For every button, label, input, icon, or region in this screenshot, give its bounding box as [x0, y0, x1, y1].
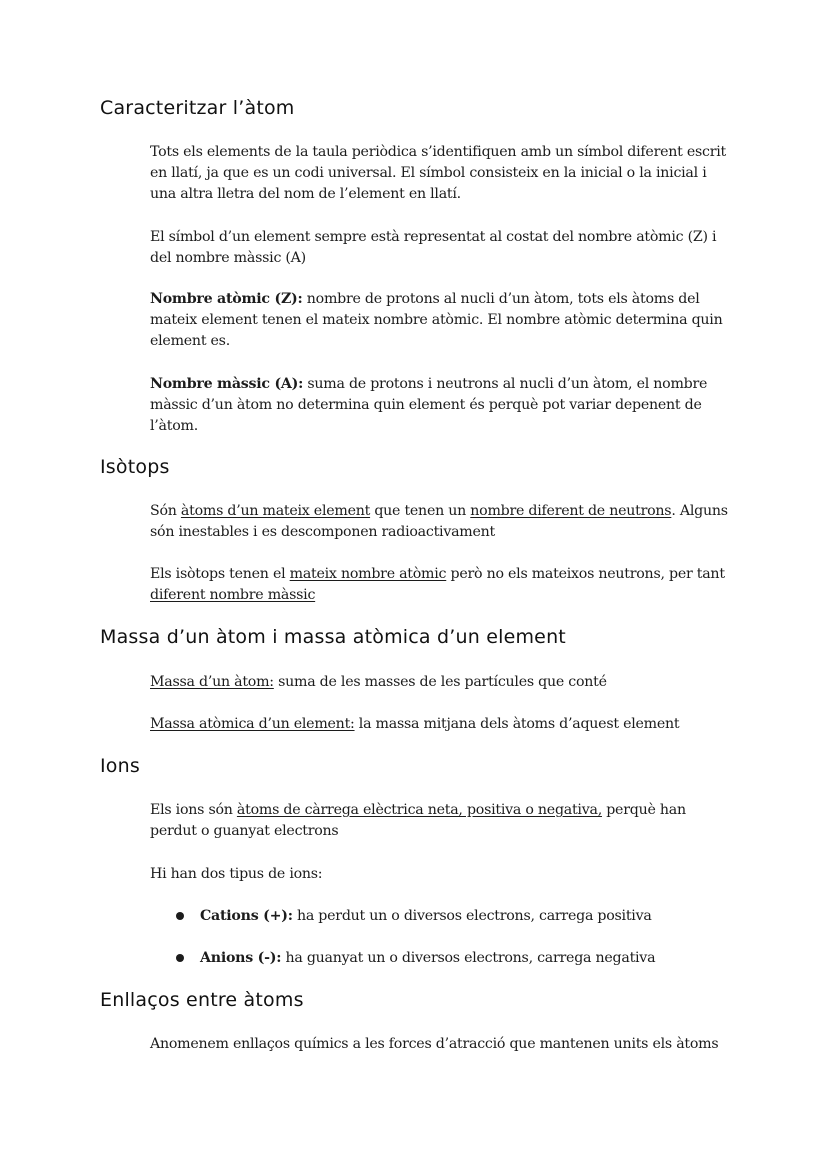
- text-fragment: Són: [150, 503, 181, 519]
- heading-caracteritzar-atom: Caracteritzar l’àtom: [100, 97, 295, 119]
- atomic-number-label: Nombre atòmic (Z):: [150, 291, 303, 307]
- text-fragment: Els ions són: [150, 802, 237, 818]
- heading-enllacos: Enllaços entre àtoms: [100, 989, 304, 1011]
- paragraph-ions-types: Hi han dos tipus de ions:: [150, 866, 323, 882]
- heading-massa: Massa d’un àtom i massa atòmica d’un element: [100, 626, 566, 648]
- paragraph-mass-number: [150, 374, 735, 437]
- text-fragment: que tenen un: [370, 503, 471, 519]
- underlined-text: mateix nombre atòmic: [289, 566, 447, 582]
- underlined-text: àtoms de càrrega elèctrica neta, positiva o negativa,: [236, 802, 602, 818]
- paragraph-isotops-definition: [150, 501, 735, 543]
- anions-label: Anions (-):: [200, 950, 282, 966]
- cations-label: Cations (+):: [200, 908, 293, 924]
- cations-text: ha perdut un o diversos electrons, carrega positiva: [292, 908, 652, 924]
- text-fragment: però no els mateixos neutrons, per tant: [446, 566, 725, 582]
- paragraph-symbol-representation: El símbol d’un element sempre està representat al costat del nombre atòmic (Z) i del nombre màssic (A): [150, 229, 717, 266]
- underlined-text: àtoms d’un mateix element: [180, 503, 371, 519]
- paragraph-enllacos-definition: Anomenem enllaços químics a les forces d’atracció que mantenen units els àtoms: [150, 1036, 719, 1052]
- mass-number-text: suma de protons i neutrons al nucli d’un àtom, el nombre màssic d’un àtom no determina quin element és perquè pot variar depenent de l’àtom.: [150, 376, 708, 434]
- paragraph-massa-atom: [150, 672, 735, 693]
- underlined-text: diferent nombre màssic: [150, 587, 316, 603]
- text-fragment: perquè han perdut o guanyat electrons: [150, 802, 686, 839]
- list-item-anions: [200, 948, 655, 969]
- underlined-text: Massa d’un àtom:: [150, 674, 274, 690]
- heading-isotops: Isòtops: [100, 456, 170, 478]
- atomic-number-text: nombre de protons al nucli d’un àtom, tots els àtoms del mateix element tenen el mateix nombre atòmic. El nombre atòmic determina quin element es.: [150, 291, 723, 349]
- paragraph-symbol-description: Tots els elements de la taula periòdica s’identifiquen amb un símbol diferent escrit en llatí, ja que es un codi universal. El símbol consisteix en la inicial o la inicial i una altra lletra del nom de l’element en llatí.: [150, 144, 726, 202]
- text-fragment: la massa mitjana dels àtoms d’aquest element: [354, 716, 680, 732]
- paragraph-isotops-properties: [150, 564, 735, 606]
- bullet-dot: [176, 954, 184, 962]
- underlined-text: Massa atòmica d’un element:: [150, 716, 355, 732]
- text-fragment: Els isòtops tenen el: [150, 566, 290, 582]
- text-fragment: suma de les masses de les partícules que conté: [273, 674, 607, 690]
- mass-number-label: Nombre màssic (A):: [150, 376, 304, 392]
- text-fragment: . Alguns són inestables i es descomponen radioactivament: [150, 503, 728, 540]
- anions-text: ha guanyat un o diversos electrons, carrega negativa: [281, 950, 656, 966]
- paragraph-atomic-number: [150, 289, 735, 352]
- bullet-dot: [176, 912, 184, 920]
- paragraph-ions-definition: [150, 800, 735, 842]
- list-item-cations: [200, 906, 652, 927]
- paragraph-massa-atomica: [150, 714, 735, 735]
- heading-ions: Ions: [100, 755, 140, 777]
- underlined-text: nombre diferent de neutrons: [470, 503, 672, 519]
